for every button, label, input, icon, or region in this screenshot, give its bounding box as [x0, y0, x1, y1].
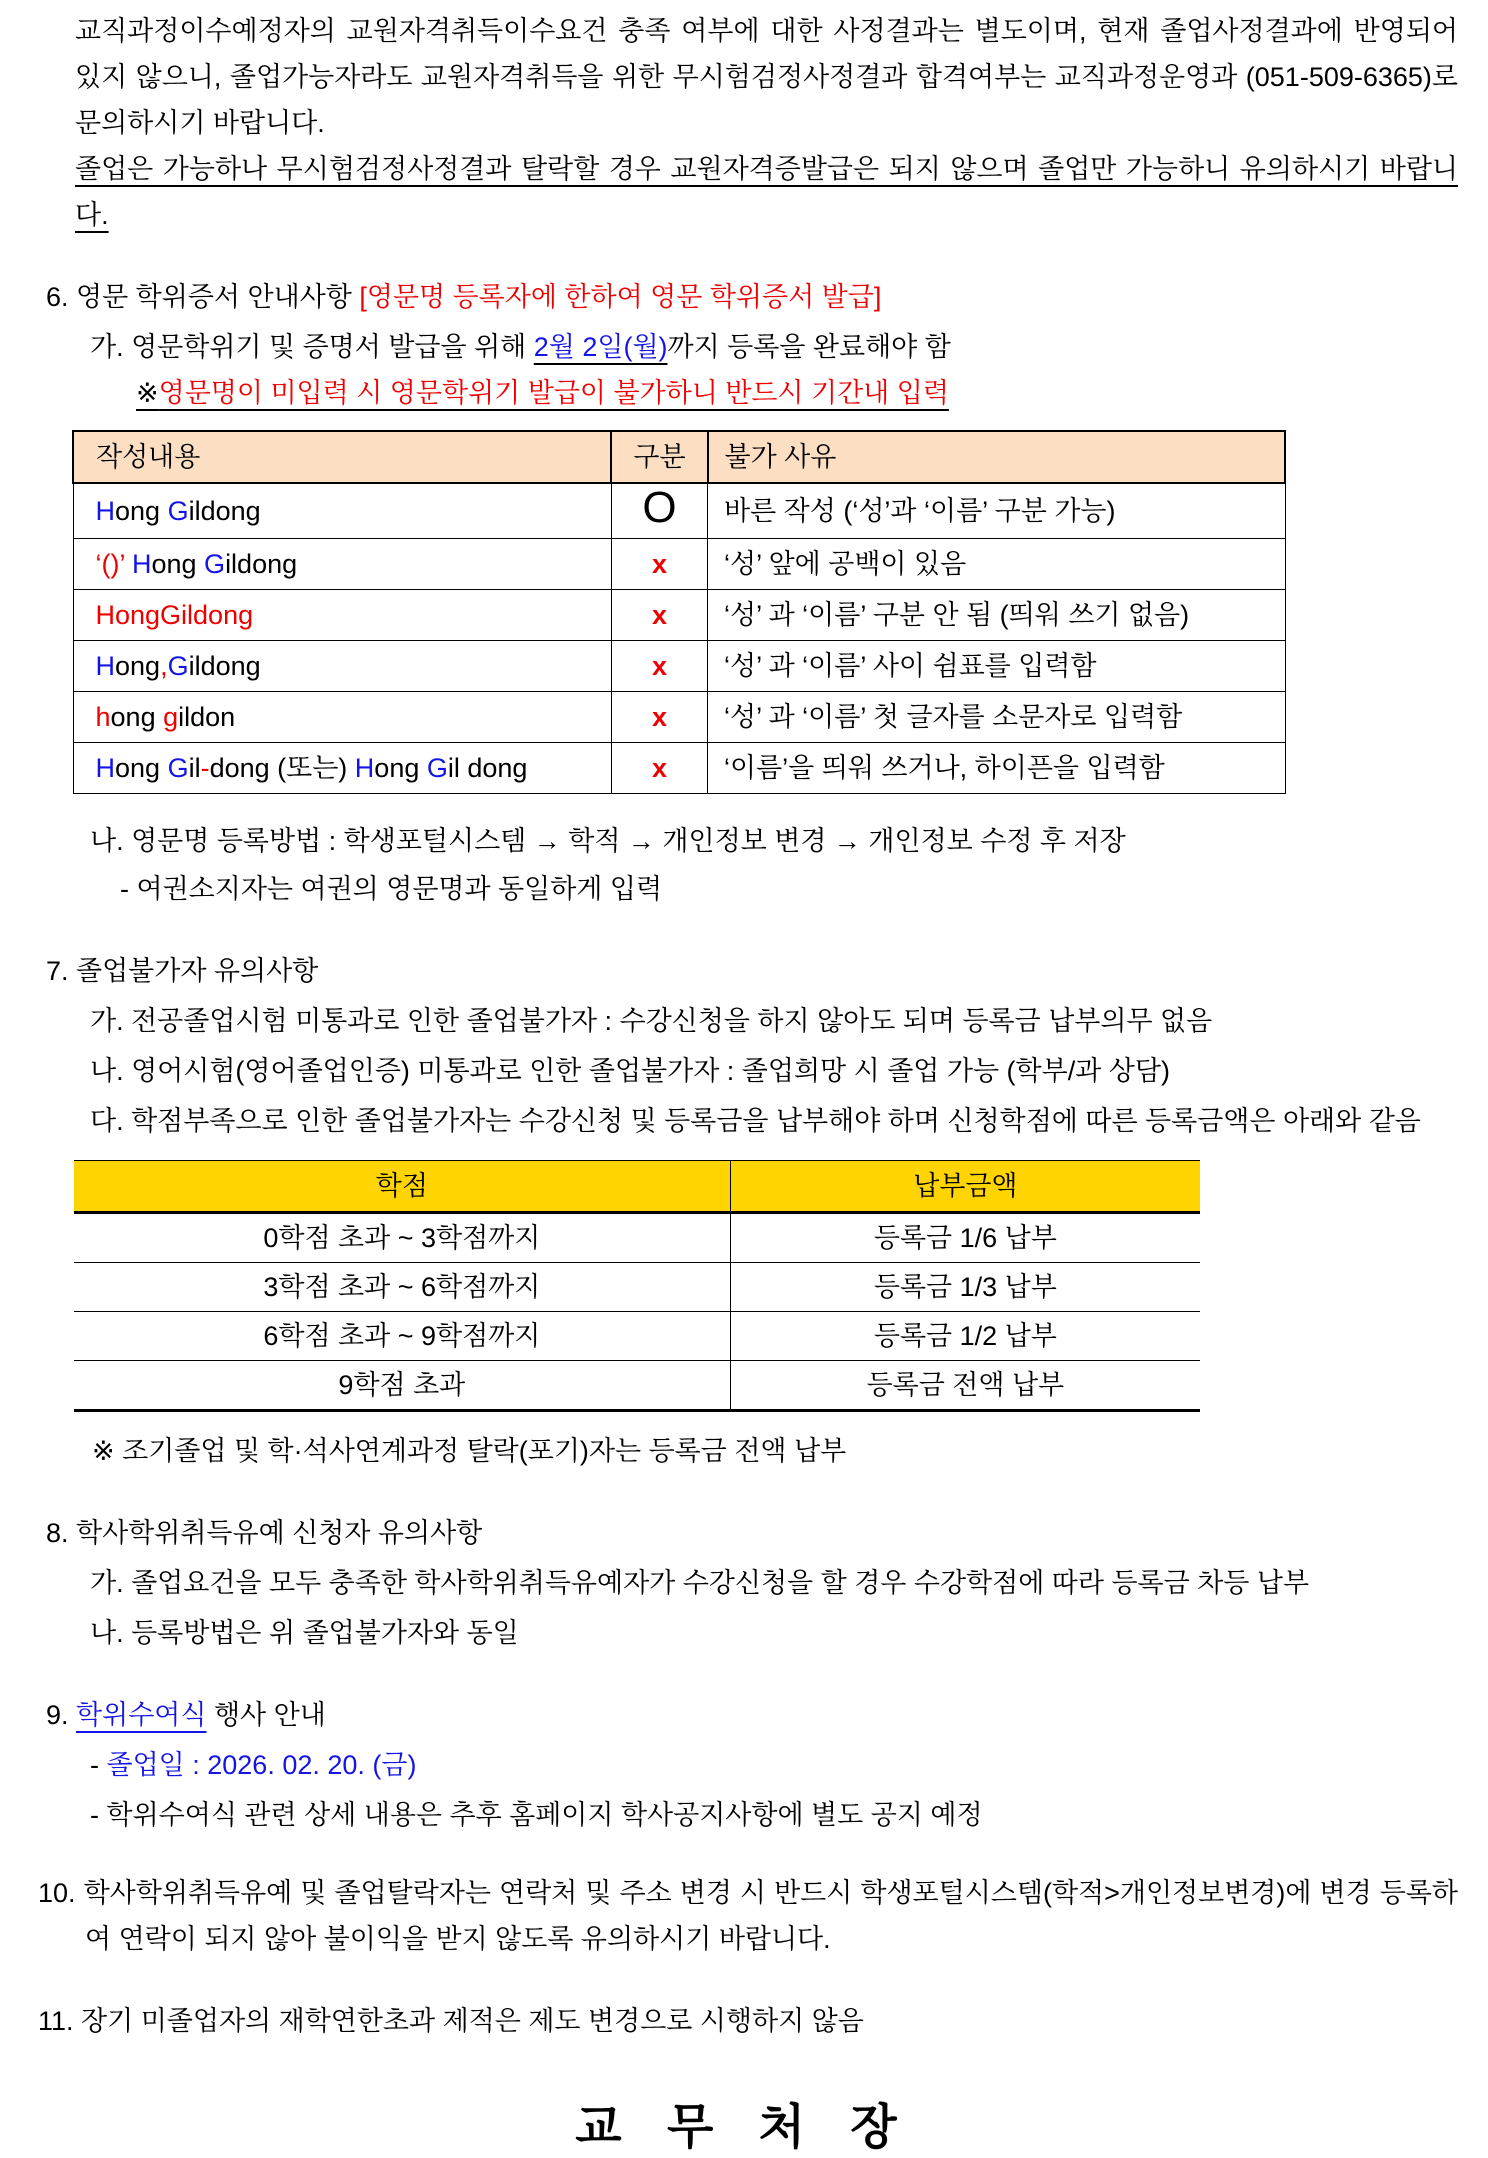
warning-text: 영문명이 미입력 시 영문학위기 발급이 불가하니 반드시 기간내 입력: [158, 378, 949, 408]
reason-cell: 바른 작성 (‘성’과 ‘이름’ 구분 가능): [708, 483, 1285, 539]
name-segment: G: [167, 496, 189, 526]
name-segment: ong: [151, 549, 205, 579]
name-segment: il: [188, 753, 201, 783]
signature-dean-of-academic-affairs: 교 무 처 장: [575, 2101, 913, 2154]
reason-cell: ‘성’ 과 ‘이름’ 사이 쉼표를 입력함: [708, 641, 1285, 692]
reference-mark: ※: [136, 378, 159, 408]
credits-cell: 9학점 초과: [74, 1361, 730, 1411]
name-segment: H: [354, 753, 375, 783]
name-segment: ong: [374, 753, 427, 783]
column-header-content: 작성내용: [73, 431, 611, 483]
column-header-reason: 불가 사유: [708, 431, 1285, 483]
name-example-cell: [73, 590, 611, 641]
section-9-heading: 9. 학위수여식 행사 안내: [46, 1700, 326, 1730]
name-segment: -: [200, 753, 210, 783]
item-10-paragraph: 10. 학사학위취득유예 및 졸업탈락자는 연락처 및 주소 변경 시 반드시 학생포털시스템(학적>개인정보변경)에 변경 등록하여 연락이 되지 않아 불이익을 받지 않도록 유의하시기 바랍니다.: [38, 1878, 1458, 1954]
x-mark: x: [651, 651, 667, 681]
item-11-paragraph: 11. 장기 미졸업자의 재학연한초과 제적은 제도 변경으로 시행하지 않음: [38, 2006, 864, 2036]
name-segment: ildong: [188, 496, 261, 526]
intro-text: 교직과정이수예정자의 교원자격취득이수요건 충족 여부에 대한 사정결과는 별도이며, 현재 졸업사정결과에 반영되어 있지 않으니, 졸업가능자라도 교원자격취득을 위한 무시험검정사정결과 합격여부는 교직과정운영과 (051-509-6365)로 문의하시기 바랍니다.: [75, 16, 1458, 138]
section-8-item-na: 나. 등록방법은 위 졸업불가자와 동일: [90, 1618, 519, 1648]
table-row: [73, 539, 1285, 590]
english-name-table: [72, 430, 1286, 794]
table-row: [73, 483, 1285, 539]
x-mark: x: [651, 549, 667, 579]
table-header-row: [73, 431, 1285, 483]
section-7-item-da: 다. 학점부족으로 인한 졸업불가자는 수강신청 및 등록금을 납부해야 하며 신청학점에 따른 등록금액은 아래와 같음: [90, 1106, 1421, 1136]
section-6-warning-note: [136, 370, 1458, 416]
reason-cell: ‘성’ 과 ‘이름’ 첫 글자를 소문자로 입력함: [708, 692, 1285, 743]
name-segment: H: [95, 496, 115, 526]
intro-paragraph: [75, 8, 1458, 238]
credits-cell: 6학점 초과 ~ 9학점까지: [74, 1312, 730, 1361]
intro-underlined-text: 졸업은 가능하나 무시험검정사정결과 탈락할 경우 교원자격증발급은 되지 않으며 졸업만 가능하니 유의하시기 바랍니다.: [75, 154, 1458, 230]
section-8-item-ga: 가. 졸업요건을 모두 충족한 학사학위취득유예자가 수강신청을 할 경우 수강학점에 따라 등록금 차등 납부: [90, 1568, 1310, 1598]
column-header-category: 구분: [611, 431, 707, 483]
reason-cell: ‘성’ 앞에 공백이 있음: [708, 539, 1285, 590]
name-segment: H: [131, 549, 152, 579]
section-6-item-ga: 가. 영문학위기 및 증명서 발급을 위해 2월 2일(월)까지 등록을 완료해야 함: [90, 332, 951, 362]
table-row: [74, 1361, 1200, 1411]
amount-cell: 등록금 1/6 납부: [730, 1213, 1200, 1263]
section-8-heading: 8. 학사학위취득유예 신청자 유의사항: [46, 1518, 483, 1548]
table-row: [74, 1312, 1200, 1361]
name-segment: HongGildong: [95, 600, 254, 630]
x-mark: x: [651, 702, 667, 732]
section-9-graduation-date: - 졸업일 : 2026. 02. 20. (금): [90, 1750, 417, 1780]
section-7-note: ※ 조기졸업 및 학·석사연계과정 탈락(포기)자는 등록금 전액 납부: [92, 1436, 847, 1466]
section-7-heading: 7. 졸업불가자 유의사항: [46, 956, 319, 986]
name-example-cell: [73, 692, 611, 743]
name-segment: ildon: [178, 702, 236, 732]
name-segment: G: [204, 549, 226, 579]
credits-cell: 0학점 초과 ~ 3학점까지: [74, 1213, 730, 1263]
section-6-item-na: 나. 영문명 등록방법 : 학생포털시스템 → 학적 → 개인정보 변경 → 개인정보 수정 후 저장: [90, 826, 1126, 856]
name-example-cell: [73, 743, 611, 794]
section-7-item-ga: 가. 전공졸업시험 미통과로 인한 졸업불가자 : 수강신청을 하지 않아도 되며 등록금 납부의무 없음: [90, 1006, 1213, 1036]
table-row: [74, 1263, 1200, 1312]
name-segment: dong (또는): [209, 753, 355, 783]
table-header-row: [74, 1161, 1200, 1213]
name-segment: ong: [115, 753, 168, 783]
name-segment: g: [163, 702, 179, 732]
amount-cell: 등록금 1/2 납부: [730, 1312, 1200, 1361]
table-row: [74, 1213, 1200, 1263]
name-segment: ong: [115, 496, 168, 526]
name-segment: H: [95, 651, 115, 681]
name-segment: ong: [110, 702, 164, 732]
amount-cell: 등록금 1/3 납부: [730, 1263, 1200, 1312]
x-mark: x: [651, 753, 667, 783]
x-mark: x: [651, 600, 667, 630]
deadline-date: 2월 2일(월): [533, 332, 668, 362]
tuition-table: [74, 1160, 1200, 1412]
table-row: [73, 641, 1285, 692]
ok-mark: O: [642, 483, 677, 532]
graduation-date: 졸업일 : 2026. 02. 20. (금): [106, 1750, 417, 1780]
table-row: [73, 692, 1285, 743]
name-example-cell: [73, 483, 611, 539]
name-segment: G: [167, 651, 189, 681]
section-6-heading: [46, 274, 1458, 320]
name-segment: G: [426, 753, 448, 783]
amount-cell: 등록금 전액 납부: [730, 1361, 1200, 1411]
name-segment: ong: [115, 651, 161, 681]
table-row: [73, 590, 1285, 641]
ceremony-link-text: 학위수여식: [76, 1700, 207, 1730]
section-6-item-na-sub: - 여권소지자는 여권의 영문명과 동일하게 입력: [120, 874, 663, 904]
name-example-cell: [73, 539, 611, 590]
name-segment: ‘()’: [95, 549, 132, 579]
name-example-cell: [73, 641, 611, 692]
name-segment: G: [167, 753, 189, 783]
reason-cell: ‘성’ 과 ‘이름’ 구분 안 됨 (띄워 쓰기 없음): [708, 590, 1285, 641]
name-segment: ildong: [188, 651, 261, 681]
section-6-title: 6. 영문 학위증서 안내사항: [46, 282, 360, 312]
column-header-amount: 납부금액: [730, 1161, 1200, 1213]
reason-cell: ‘이름’을 띄워 쓰거나, 하이픈을 입력함: [708, 743, 1285, 794]
credits-cell: 3학점 초과 ~ 6학점까지: [74, 1263, 730, 1312]
name-segment: ildong: [225, 549, 298, 579]
section-7-item-na: 나. 영어시험(영어졸업인증) 미통과로 인한 졸업불가자 : 졸업희망 시 졸업 가능 (학부/과 상담): [90, 1056, 1170, 1086]
name-segment: il dong: [447, 753, 528, 783]
name-segment: H: [95, 753, 115, 783]
column-header-credits: 학점: [74, 1161, 730, 1213]
section-6-title-red: [영문명 등록자에 한하여 영문 학위증서 발급]: [359, 282, 882, 312]
section-9-notice-line: - 학위수여식 관련 상세 내용은 추후 홈페이지 학사공지사항에 별도 공지 예정: [90, 1800, 983, 1830]
name-segment: h: [95, 702, 111, 732]
name-segment: ,: [160, 651, 168, 681]
table-row: [73, 743, 1285, 794]
